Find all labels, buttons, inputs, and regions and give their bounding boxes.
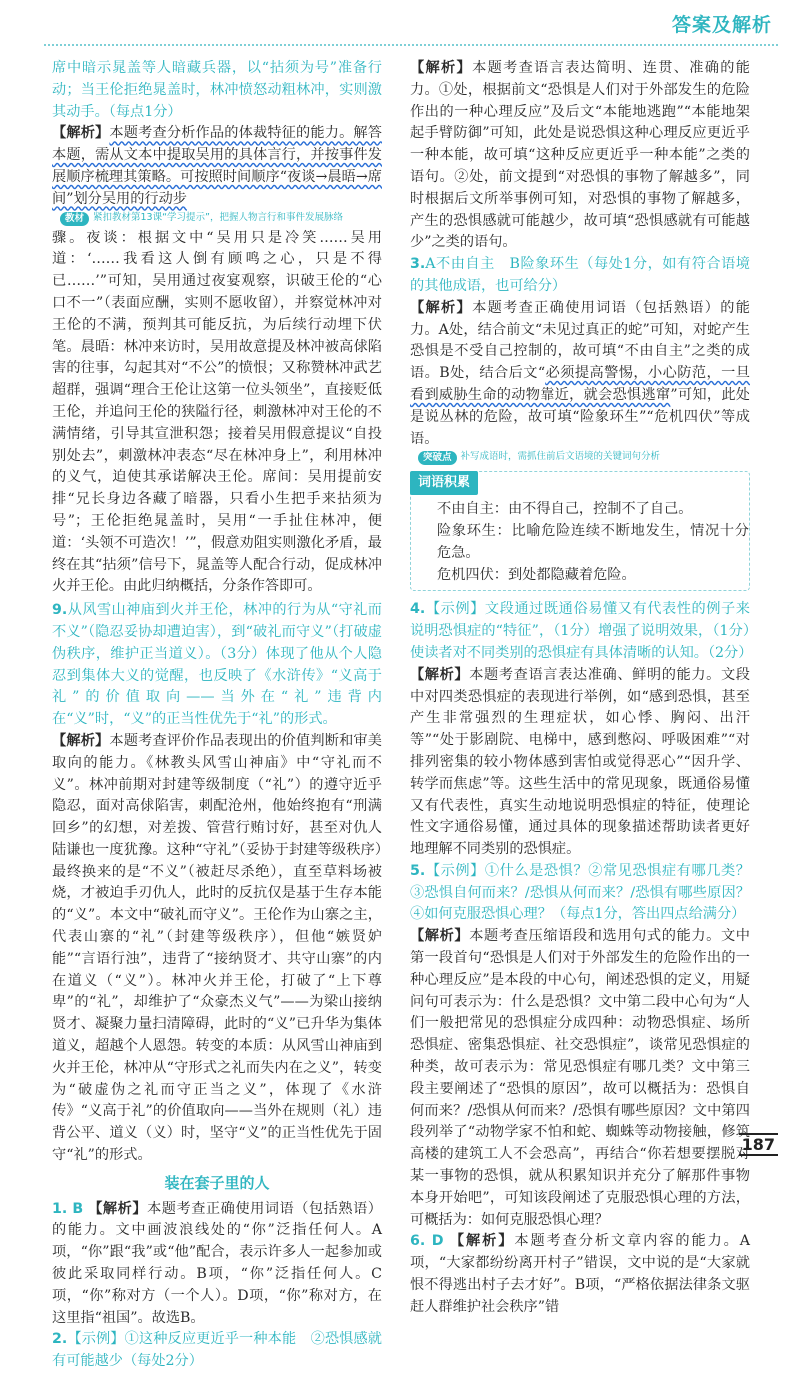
answer-6-choice: D bbox=[431, 1233, 444, 1250]
question-number: 1. bbox=[52, 1200, 68, 1217]
answer-6 bbox=[410, 1231, 750, 1318]
analysis-3-text-a: 本题考查正确使用词语（包括熟语）的能力。A处，结合前文“未见过真正的蛇”可知，对蛇产生恐惧是不受自己控制的，故可填“不由自主”之类的成语。B处，结合后文“ bbox=[410, 299, 750, 382]
analysis-8-text: 本题考查分析作品的体裁特征的能力。解答本题，需从文本中提取吴用的具体言行，并按事件发展顺序梳理其策略。可按照时间顺序“夜谈→晨晤→席间”划分吴用的行动步 bbox=[52, 125, 382, 207]
analysis-tag: 【解析】 bbox=[410, 60, 473, 76]
textbook-note-label: 教材 bbox=[60, 212, 89, 226]
breakthrough-note-label: 突破点 bbox=[418, 451, 457, 465]
question-number: 9. bbox=[52, 602, 68, 619]
header-title: 答案及解析 bbox=[671, 14, 772, 36]
analysis-tag: 【解析】 bbox=[410, 299, 473, 316]
section-title bbox=[52, 1173, 382, 1195]
analysis-tag: 【解析】 bbox=[410, 666, 470, 683]
analysis-4-text: 本题考查语言表达准确、鲜明的能力。文段中对四类恐惧症的表现进行举例，如“感到恐惧，甚至产生非常强烈的生理症状，如心悸、胸闷、出汗等”“处于影剧院、电梯中，感到憋闷、呼吸困难”“对排列密集的较小物体感到害怕或觉得恶心”“因升学、转学而焦虑”等。这些生活中的常见现象，既通俗易懂又有代表性，真实生动地说明恐惧症的特征，使理论性文字通俗易懂，通过具体的现象描述帮助读者更好地理解不同类别的恐惧症。 bbox=[410, 666, 750, 858]
analysis-tag: 【解析】 bbox=[449, 1233, 515, 1250]
breakthrough-note-text: 补写成语时，需抓住前后文语境的关键词句分析 bbox=[460, 451, 661, 463]
analysis-tag: 【解析】 bbox=[88, 1200, 148, 1217]
analysis-tag: 【解析】 bbox=[410, 928, 470, 945]
analysis-3-text-b: ”可知，此处是说丛林的危险，故可填“险象环生”“危机四伏”等成语。 bbox=[410, 386, 750, 447]
vocab-item: 险象环生：比喻危险连续不断地发生，情况十分危急。 bbox=[437, 522, 749, 561]
analysis-4 bbox=[410, 665, 750, 861]
question-number: 6. bbox=[410, 1233, 426, 1250]
analysis-2 bbox=[410, 58, 750, 254]
question-number: 4. bbox=[410, 601, 426, 618]
analysis-9 bbox=[52, 731, 382, 1167]
answer-1 bbox=[52, 1199, 382, 1330]
answer-1-text: 本题考查正确使用词语（包括熟语）的能力。文中画波浪线处的“你”泛指任何人。A项，“你”跟“我”或“他”配合，表示许多人一起参加或彼此采取同样行动。B项，“你”泛指任何人。C项，“你”称对方（一个人）。D项，“你”称对方，在这里指“祖国”。故选B。 bbox=[52, 1200, 382, 1326]
analysis-2-text: 本题考查语言表达简明、连贯、准确的能力。①处，根据前文“恐惧是人们对于外部发生的危险作出的一种心理反应”及后文“本能地逃跑”“本能地架起手臂防御”可知，此处是说恐惧这种心理反应更近乎一种本能，故可填“这种反应更近乎一种本能”之类的语句。②处，前文提到“对恐惧的事物了解越多”，同时根据后文所举事例可知，对恐惧的事物了解越多，产生的恐惧感就可能越少，故可填“恐惧感就有可能越少”之类的语句。 bbox=[410, 60, 750, 251]
analysis-9-text: 本题考查评价作品表现出的价值判断和审美取向的能力。《林教头风雪山神庙》中“守礼而不义”。林冲前期对封建等级制度（“礼”）的遵守近乎隐忍，面对高俅陷害，刺配沧州，他始终抱有“刑满回乡”的幻想，对差拨、管营行贿讨好，甚至对仇人陆谦也一度犹豫。这种“守礼”（妥协于封建等级秩序）最终换来的是“不义”（被赶尽杀绝），直至草料场被烧，才被迫手刃仇人，此时的反抗仅是基于生存本能的“义”。本文中“破礼而守义”。王伦作为山寨之主，代表山寨的“礼”（封建等级秩序），但他“嫉贤妒能”“言语行浊”，违背了“接纳贤才、共守山寨”的内在道义（“义”）。林冲火并王伦，打破了“上下尊卑”的“礼”，却维护了“众豪杰义气”——为梁山接纳贤才、凝聚力量扫清障碍，此时的“义”已升华为集体道义，超越个人恩怨。转变的本质：从风雪山神庙到火并王伦，林冲从“守形式之礼而失内在之义”，转变为“破虚伪之礼而守正当之义”，体现了《水浒传》“义高于礼”的价值取向——当外在规则（礼）违背公平、道义（义）时，坚守“义”的正当性优先于固守“礼”的形式。 bbox=[52, 732, 382, 1164]
analysis-5 bbox=[410, 926, 750, 1231]
page-number: 187 bbox=[739, 1133, 778, 1156]
answer-9 bbox=[52, 600, 382, 731]
textbook-note-text: 紧扣教材第13课“学习提示”，把握人物言行和事件发展脉络 bbox=[93, 211, 343, 223]
answer-2 bbox=[52, 1329, 382, 1373]
answer-2-text: 【示例】①这种反应更近乎一种本能 ②恐惧感就有可能越少（每处2分） bbox=[52, 1331, 382, 1370]
analysis-8-body: 骤。夜谈：根据文中“吴用只是冷笑……吴用道：‘……我看这人倒有顾鸣之心，只是不得已……’”可知，吴用通过夜宴观察，识破王伦的“心口不一”（表面应酬，实则不愿收留），并察觉林冲对王伦的不满，预判其可能反抗，为后续行动埋下伏笔。晨晤：林冲来访时，吴用故意提及林冲被高俅陷害的往事，勾起其对“不公”的愤恨；又称赞林冲武艺超群，强调“理合王伦让这第一位头领坐”，直接贬低王伦，并追问王伦的狭隘行径，刺激林冲对王伦的不满情绪，引导其宣泄积怨；接着吴用假意提议“自投别处去”，刺激林冲表态“尽在林冲身上”，利用林冲的义气，迫使其承诺解决王伦。席间：吴用提前安排“兄长身边各藏了暗器，只看小生把手来拈须为号”；王伦拒绝晁盖时，吴用“一手扯住林冲，便道：‘头领不可造次！’”，假意劝阻实则激化矛盾，最终在其“拈须”信号下，晁盖等人配合行动，促成林冲火并王伦。由此归纳概括，分条作答即可。 bbox=[52, 229, 382, 595]
textbook-note bbox=[60, 212, 382, 226]
analysis-3 bbox=[410, 298, 750, 451]
analysis-8 bbox=[52, 123, 382, 210]
analysis-3-underlined: 必须提高警惕，小心防范，一旦看到威胁生命的动物靠近，就会恐惧逃窜 bbox=[410, 365, 750, 403]
answer-5-text: 【示例】①什么是恐惧？②常见恐惧症有哪几类？③恐惧自何而来？/恐惧从何而来？/恐惧有哪些原因？④如何克服恐惧心理？（每点1分，答出四点给满分） bbox=[410, 862, 750, 923]
analysis-tag: 【解析】 bbox=[52, 125, 110, 142]
left-column bbox=[52, 58, 382, 1373]
question-number: 5. bbox=[410, 862, 426, 879]
answer-8-continued: 席中暗示晁盖等人暗藏兵器，以“拈须为号”准备行动；当王伦拒绝晁盖时，林冲愤怒动粗林冲，实则激其动手。（每点1分） bbox=[52, 60, 382, 120]
breakthrough-note bbox=[418, 451, 750, 465]
vocab-heading: 词语积累 bbox=[410, 471, 478, 495]
answer-4 bbox=[410, 599, 753, 664]
answer-9-text: 从风雪山神庙到火并王伦，林冲的行为从“守礼而不义”（隐忍妥协却遭迫害），到“破礼而守义”（打破虚伪秩序，维护正当道义）。（3分）体现了他从个人隐忍到集体大义的觉醒，也反映了《水浒传》“义高于礼”的价值取向——当外在“礼”违背内在“义”时，“义”的正当性优先于“礼”的形式。 bbox=[52, 602, 382, 728]
vocab-item: 危机四伏：到处都隐藏着危险。 bbox=[437, 566, 636, 583]
answer-4-text: 【示例】文段通过既通俗易懂又有代表性的例子来说明恐惧症的“特征”，（1分）增强了说明效果，（1分）使读者对不同类别的恐惧症有具体清晰的认知。（2分） bbox=[410, 601, 753, 661]
analysis-6-text: 本题考查分析文章内容的能力。A项，“大家都纷纷离开村子”错误，文中说的是“大家就恨不得逃出村子去才好”。B项，“严格依据法律条文驱赶人群维护社会秩序”错 bbox=[410, 1233, 751, 1315]
vocab-item: 不由自主：由不得自己，控制不了自己。 bbox=[437, 501, 693, 518]
section-title-text: 装在套子里的人 bbox=[164, 1173, 270, 1192]
right-column bbox=[410, 58, 753, 1319]
question-number: 2. bbox=[52, 1331, 68, 1348]
answer-3 bbox=[410, 254, 750, 298]
answer-1-choice: B bbox=[72, 1200, 84, 1217]
header-divider bbox=[44, 44, 778, 46]
answer-3-text: A不由自主 B险象环生（每处1分，如有符合语境的其他成语，也可给分） bbox=[410, 256, 750, 294]
analysis-5-text: 本题考查压缩语段和选用句式的能力。文中第一段首句“恐惧是人们对于外部发生的危险作出的一种心理反应”是本段的中心句，阐述恐惧的定义，用疑问句可表示为：什么是恐惧？文中第二段中心句为“人们一般把常见的恐惧症分成四种：动物恐惧症、场所恐惧症、密集恐惧症、社交恐惧症”，谈常见恐惧症的种类，故可表示为：常见恐惧症有哪几类？文中第三段主要阐述了“恐惧的原因”，故可以概括为：恐惧自何而来？/恐惧从何而来？/恐惧有哪些原因？文中第四段列举了“动物学家不怕和蛇、蜘蛛等动物接触，修筑高楼的建筑工人不会恐高”，再结合“你若想要摆脱对某一事物的恐惧，就从积累知识并充分了解那件事物本身开始吧”，可知该段阐述了克服恐惧心理的方法，可概括为：如何克服恐惧心理？ bbox=[410, 928, 750, 1228]
analysis-tag: 【解析】 bbox=[52, 732, 110, 749]
question-number: 3. bbox=[410, 256, 426, 273]
vocab-box bbox=[410, 471, 750, 591]
answer-5 bbox=[410, 861, 750, 926]
